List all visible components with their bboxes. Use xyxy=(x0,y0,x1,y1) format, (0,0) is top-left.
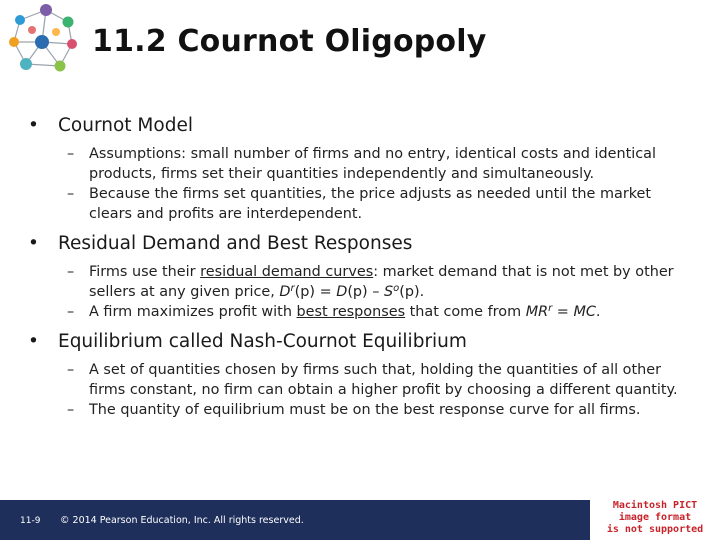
bullet-icon: • xyxy=(28,331,39,352)
formula-part: = xyxy=(552,304,574,320)
bullet-cournot-model xyxy=(28,114,698,138)
formula-part: (p). xyxy=(399,284,425,300)
formula-part: MC xyxy=(573,304,596,320)
text-segment: : market demand that is not met by other sellers at any given price, xyxy=(89,264,674,300)
formula-superscript: o xyxy=(393,283,400,294)
sub-bullet-text: Assumptions: small number of firms and no entry, identical costs and identical products, firms set their quantities independently and simultaneously. xyxy=(89,146,656,182)
dash-icon: – xyxy=(67,186,75,202)
sub-bullet-best-responses xyxy=(28,302,698,322)
slide-body xyxy=(28,114,698,420)
formula-superscript: r xyxy=(290,283,295,294)
bullet-nash-cournot xyxy=(28,330,698,354)
formula-part: (p) = xyxy=(294,284,337,300)
molecule-logo-icon xyxy=(2,2,84,80)
sub-bullet-text: A set of quantities chosen by firms such that, holding the quantities of all other firms constant, no firm can obtain a higher profit by choosing a different quantity. xyxy=(89,362,678,398)
dash-icon: – xyxy=(67,402,75,418)
dash-icon: – xyxy=(67,146,75,162)
bullet-heading: Equilibrium called Nash-Cournot Equilibrium xyxy=(58,331,467,352)
pict-notice-line: is not supported xyxy=(606,524,704,535)
sub-bullet-assumptions xyxy=(28,144,698,184)
slide-title: 11.2 Cournot Oligopoly xyxy=(92,24,487,59)
page-number: 11-9 xyxy=(20,516,41,526)
bullet-heading: Residual Demand and Best Responses xyxy=(58,233,413,254)
dash-icon: – xyxy=(67,304,75,320)
copyright-notice: © 2014 Pearson Education, Inc. All rights reserved. xyxy=(60,515,304,526)
underlined-term: best responses xyxy=(296,304,406,320)
formula-part: MR xyxy=(525,304,549,320)
formula-part: (p) – xyxy=(347,284,385,300)
pict-notice-line: Macintosh PICT xyxy=(612,500,698,511)
text-segment: that come from xyxy=(405,304,526,320)
bullet-residual-demand xyxy=(28,232,698,256)
formula-part: . xyxy=(595,304,601,320)
pict-notice-line: image format xyxy=(618,512,692,523)
formula-part: D xyxy=(279,284,291,300)
sub-bullet-residual-demand-curves xyxy=(28,262,698,302)
sub-bullet-price-adjusts xyxy=(28,184,698,224)
sub-bullet-text: The quantity of equilibrium must be on the best response curve for all firms. xyxy=(89,402,641,418)
sub-bullet-text: Because the firms set quantities, the price adjusts as needed until the market clears and profits are interdependent. xyxy=(89,186,652,222)
text-segment: Firms use their xyxy=(89,264,201,280)
bullet-icon: • xyxy=(28,115,39,136)
underlined-term: residual demand curves xyxy=(200,264,374,280)
formula-superscript: r xyxy=(548,303,553,314)
bullet-icon: • xyxy=(28,233,39,254)
bullet-heading: Cournot Model xyxy=(58,115,193,136)
formula-part: S xyxy=(384,284,394,300)
sub-bullet-set-of-quantities xyxy=(28,360,698,400)
sub-bullet-equilibrium-quantity xyxy=(28,400,698,420)
pict-placeholder xyxy=(590,500,720,540)
formula-part: D xyxy=(336,284,348,300)
text-segment: A firm maximizes profit with xyxy=(89,304,297,320)
dash-icon: – xyxy=(67,362,75,378)
dash-icon: – xyxy=(67,264,75,280)
